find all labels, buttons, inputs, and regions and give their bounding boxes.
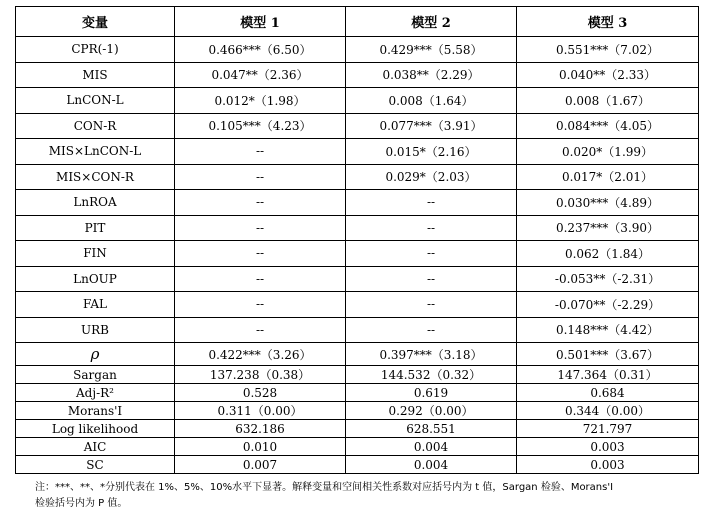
model-2-cell: 0.077***（3.91） bbox=[346, 113, 517, 139]
header-variable: 变量 bbox=[16, 7, 175, 37]
variable-cell: ρ bbox=[16, 343, 175, 366]
table-data-row bbox=[16, 113, 699, 139]
table-data-row bbox=[16, 241, 699, 267]
model-3-cell: -0.053**（-2.31） bbox=[517, 266, 699, 292]
model-3-cell: 0.040**（2.33） bbox=[517, 62, 699, 88]
header-model-3: 模型 3 bbox=[517, 7, 699, 37]
model-2-cell: 0.008（1.64） bbox=[346, 88, 517, 114]
regression-results-document bbox=[15, 6, 698, 509]
model-1-cell: 0.466***（6.50） bbox=[175, 37, 346, 63]
model-2-cell: -- bbox=[346, 215, 517, 241]
model-1-cell: 0.047**（2.36） bbox=[175, 62, 346, 88]
model-3-cell: 0.551***（7.02） bbox=[517, 37, 699, 63]
model-2-cell: -- bbox=[346, 190, 517, 216]
model-3-cell: 0.237***（3.90） bbox=[517, 215, 699, 241]
model-2-cell: 0.004 bbox=[346, 438, 517, 456]
model-2-cell: 144.532（0.32） bbox=[346, 366, 517, 384]
model-3-cell: 0.017*（2.01） bbox=[517, 164, 699, 190]
model-2-cell: 0.038**（2.29） bbox=[346, 62, 517, 88]
model-3-cell: 0.020*（1.99） bbox=[517, 139, 699, 165]
model-2-cell: 0.029*（2.03） bbox=[346, 164, 517, 190]
variable-cell: CPR(-1) bbox=[16, 37, 175, 63]
model-1-cell: 0.007 bbox=[175, 456, 346, 474]
variable-cell: MIS bbox=[16, 62, 175, 88]
model-1-cell: -- bbox=[175, 266, 346, 292]
variable-cell: LnROA bbox=[16, 190, 175, 216]
variable-cell: Log likelihood bbox=[16, 420, 175, 438]
model-3-cell: 0.501***（3.67） bbox=[517, 343, 699, 366]
stat-row bbox=[16, 366, 699, 384]
variable-cell: MIS×LnCON-L bbox=[16, 139, 175, 165]
table-data-row bbox=[16, 317, 699, 343]
model-2-cell: -- bbox=[346, 292, 517, 318]
model-2-cell: -- bbox=[346, 266, 517, 292]
model-2-cell: -- bbox=[346, 241, 517, 267]
model-1-cell: 137.238（0.38） bbox=[175, 366, 346, 384]
header-model-1: 模型 1 bbox=[175, 7, 346, 37]
variable-cell: LnOUP bbox=[16, 266, 175, 292]
variable-cell: FAL bbox=[16, 292, 175, 318]
model-3-cell: 0.148***（4.42） bbox=[517, 317, 699, 343]
variable-cell: Sargan bbox=[16, 366, 175, 384]
variable-cell: AIC bbox=[16, 438, 175, 456]
table-data-row bbox=[16, 139, 699, 165]
footnote-line-1: 注：***、**、*分别代表在 1%、5%、10%水平下显著。解释变量和空间相关性系数对应括号内为 t 值，Sargan 检验、Morans'I bbox=[35, 482, 614, 493]
model-1-cell: -- bbox=[175, 241, 346, 267]
table-data-row bbox=[16, 164, 699, 190]
model-1-cell: 0.422***（3.26） bbox=[175, 343, 346, 366]
variable-cell: CON-R bbox=[16, 113, 175, 139]
variable-cell: PIT bbox=[16, 215, 175, 241]
stat-row bbox=[16, 402, 699, 420]
model-3-cell: 0.684 bbox=[517, 384, 699, 402]
model-3-cell: 0.003 bbox=[517, 438, 699, 456]
variable-cell: Adj-R² bbox=[16, 384, 175, 402]
table-footnote bbox=[35, 480, 722, 512]
model-1-cell: 632.186 bbox=[175, 420, 346, 438]
regression-table bbox=[15, 6, 699, 474]
model-2-cell: 0.429***（5.58） bbox=[346, 37, 517, 63]
model-3-cell: 0.003 bbox=[517, 456, 699, 474]
table-data-row bbox=[16, 62, 699, 88]
variable-cell: MIS×CON-R bbox=[16, 164, 175, 190]
model-1-cell: -- bbox=[175, 139, 346, 165]
model-1-cell: -- bbox=[175, 317, 346, 343]
header-model-2: 模型 2 bbox=[346, 7, 517, 37]
variable-cell: LnCON-L bbox=[16, 88, 175, 114]
variable-cell: FIN bbox=[16, 241, 175, 267]
variable-cell: URB bbox=[16, 317, 175, 343]
table-data-row bbox=[16, 37, 699, 63]
model-1-cell: -- bbox=[175, 292, 346, 318]
model-1-cell: 0.012*（1.98） bbox=[175, 88, 346, 114]
model-3-cell: -0.070**（-2.29） bbox=[517, 292, 699, 318]
model-1-cell: 0.105***（4.23） bbox=[175, 113, 346, 139]
model-1-cell: -- bbox=[175, 164, 346, 190]
table-data-row bbox=[16, 190, 699, 216]
model-1-cell: 0.311（0.00） bbox=[175, 402, 346, 420]
stat-row bbox=[16, 384, 699, 402]
model-2-cell: 0.397***（3.18） bbox=[346, 343, 517, 366]
table-data-row bbox=[16, 292, 699, 318]
model-1-cell: -- bbox=[175, 215, 346, 241]
table-data-row bbox=[16, 88, 699, 114]
model-2-cell: 0.004 bbox=[346, 456, 517, 474]
footnote-line-2: 检验括号内为 P 值。 bbox=[35, 498, 128, 509]
table-header-row bbox=[16, 7, 699, 37]
variable-cell: SC bbox=[16, 456, 175, 474]
table-data-row bbox=[16, 266, 699, 292]
model-2-cell: 0.619 bbox=[346, 384, 517, 402]
table-data-row bbox=[16, 215, 699, 241]
model-2-cell: 0.015*（2.16） bbox=[346, 139, 517, 165]
model-3-cell: 0.008（1.67） bbox=[517, 88, 699, 114]
model-3-cell: 0.344（0.00） bbox=[517, 402, 699, 420]
model-3-cell: 0.084***（4.05） bbox=[517, 113, 699, 139]
rho-row bbox=[16, 343, 699, 366]
stat-row bbox=[16, 420, 699, 438]
model-1-cell: -- bbox=[175, 190, 346, 216]
variable-cell: Morans'I bbox=[16, 402, 175, 420]
model-3-cell: 0.030***（4.89） bbox=[517, 190, 699, 216]
model-3-cell: 0.062（1.84） bbox=[517, 241, 699, 267]
model-1-cell: 0.528 bbox=[175, 384, 346, 402]
stat-row bbox=[16, 456, 699, 474]
model-3-cell: 721.797 bbox=[517, 420, 699, 438]
model-3-cell: 147.364（0.31） bbox=[517, 366, 699, 384]
model-2-cell: 0.292（0.00） bbox=[346, 402, 517, 420]
model-2-cell: -- bbox=[346, 317, 517, 343]
model-1-cell: 0.010 bbox=[175, 438, 346, 456]
stat-row bbox=[16, 438, 699, 456]
model-2-cell: 628.551 bbox=[346, 420, 517, 438]
